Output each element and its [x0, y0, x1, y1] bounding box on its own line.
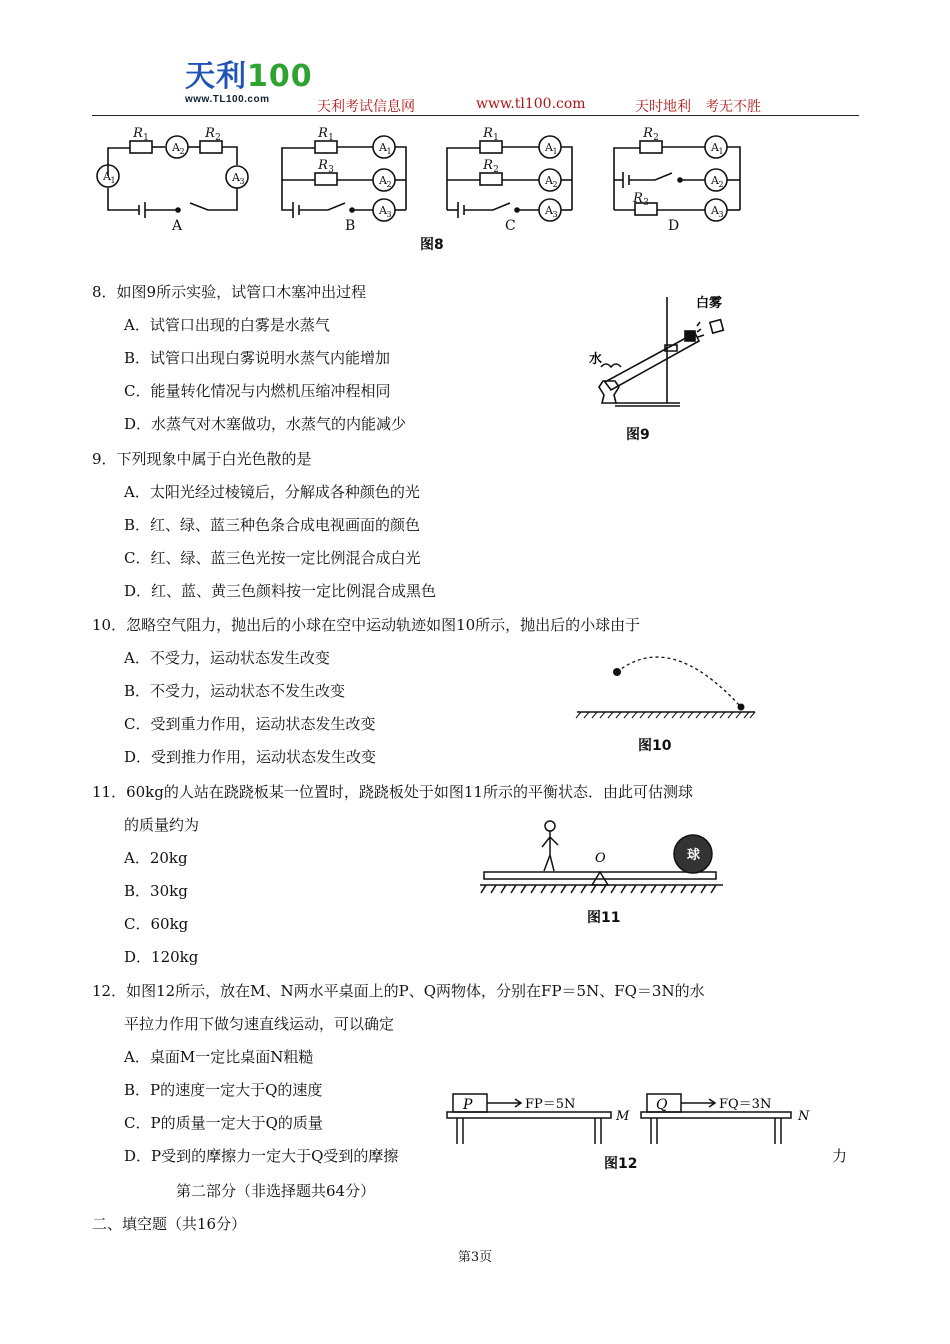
svg-text:R: R: [133, 126, 143, 141]
svg-text:3: 3: [328, 165, 334, 175]
question-12-option-b: B．P的速度一定大于Q的速度: [124, 1081, 323, 1099]
question-12-option-c: C．P的质量一定大于Q的质量: [124, 1114, 323, 1132]
figure-9-label-water: 水: [589, 352, 603, 367]
header-slogan: 天时地利 考无不胜: [635, 99, 761, 115]
question-9-stem: 9．下列现象中属于白光色散的是: [92, 450, 312, 468]
svg-text:R: R: [633, 191, 643, 206]
question-11-stem-line-1: 11．60kg的人站在跷跷板某一位置时，跷跷板处于如图11所示的平衡状态．由此可估测球: [92, 783, 693, 801]
page-number: 第3页: [457, 1250, 493, 1265]
figure-11-caption: 图11: [587, 910, 621, 926]
question-10-option-b: B．不受力，运动状态不发生改变: [124, 682, 346, 700]
figure-8-label-a: A: [172, 218, 183, 234]
svg-text:1: 1: [143, 133, 149, 143]
svg-text:R: R: [643, 126, 653, 141]
question-12-option-d: D．P受到的摩擦力一定大于Q受到的摩擦: [124, 1147, 399, 1165]
svg-text:A: A: [711, 174, 719, 187]
figure-11-label-ball: 球: [687, 848, 701, 863]
section-fill-in-title: 二、填空题（共16分）: [92, 1215, 247, 1233]
svg-text:A: A: [545, 174, 553, 187]
svg-text:A: A: [232, 171, 240, 184]
figure-12-caption: 图12: [604, 1156, 638, 1172]
figure-8-label-b: B: [345, 218, 356, 234]
question-8-option-d: D．水蒸气对木塞做功，水蒸气的内能减少: [124, 415, 407, 433]
svg-text:A: A: [545, 141, 553, 154]
figure-11-label-pivot: O: [595, 851, 606, 866]
svg-text:3: 3: [643, 198, 649, 208]
question-10-stem: 10．忽略空气阻力，抛出后的小球在空中运动轨迹如图10所示，抛出后的小球由于: [92, 616, 641, 634]
svg-text:2: 2: [179, 147, 185, 156]
question-12-stem-line-2: 平拉力作用下做匀速直线运动，可以确定: [124, 1015, 395, 1033]
figure-8-label-d: D: [668, 218, 680, 234]
svg-text:2: 2: [653, 133, 659, 143]
figure-10-caption: 图10: [638, 738, 672, 754]
figure-8-label-c: C: [505, 218, 516, 234]
svg-text:A: A: [172, 141, 180, 154]
figure-9-label-fog: 白雾: [696, 296, 723, 311]
part-2-title: 第二部分（非选择题共64分）: [176, 1182, 376, 1200]
svg-text:R: R: [318, 126, 328, 141]
svg-text:1: 1: [328, 133, 334, 143]
question-11-option-a: A．20kg: [124, 849, 188, 867]
svg-text:1: 1: [493, 133, 499, 143]
svg-text:3: 3: [239, 177, 245, 186]
question-8-option-a: A．试管口出现的白雾是水蒸气: [124, 316, 330, 334]
svg-text:A: A: [379, 204, 387, 217]
question-9-option-b: B．红、绿、蓝三种色条合成电视画面的颜色: [124, 516, 421, 534]
svg-text:2: 2: [718, 180, 724, 189]
figure-12-tables: [445, 1088, 820, 1150]
figure-12-label-q: Q: [656, 1097, 668, 1113]
svg-text:3: 3: [386, 210, 392, 219]
question-10-option-c: C．受到重力作用，运动状态发生改变: [124, 715, 376, 733]
svg-text:A: A: [711, 141, 719, 154]
svg-text:3: 3: [552, 210, 558, 219]
figure-9-caption: 图9: [626, 427, 650, 443]
figure-12-label-fq: FQ＝3N: [719, 1097, 772, 1112]
svg-text:1: 1: [718, 147, 724, 156]
svg-text:2: 2: [215, 133, 221, 143]
question-10-option-a: A．不受力，运动状态发生改变: [124, 649, 330, 667]
logo-url: www.TL100.com: [185, 94, 270, 105]
question-12-stem-line-1: 12．如图12所示，放在M、N两水平桌面上的P、Q两物体，分别在FP＝5N、FQ＝3N的水: [92, 982, 705, 1000]
question-8-stem: 8．如图9所示实验，试管口木塞冲出过程: [92, 283, 367, 301]
header-site-name: 天利考试信息网: [317, 99, 415, 115]
question-11-option-b: B．30kg: [124, 882, 188, 900]
svg-text:A: A: [711, 204, 719, 217]
figure-12-label-p: P: [463, 1097, 473, 1113]
question-10-option-d: D．受到推力作用，运动状态发生改变: [124, 748, 377, 766]
figure-12-label-fp: FP＝5N: [525, 1097, 576, 1112]
figure-12-label-n: N: [798, 1109, 810, 1124]
svg-text:R: R: [318, 158, 328, 173]
svg-text:2: 2: [493, 165, 499, 175]
svg-text:A: A: [379, 174, 387, 187]
question-9-option-c: C．红、绿、蓝三色光按一定比例混合成白光: [124, 549, 421, 567]
svg-text:A: A: [379, 141, 387, 154]
svg-text:3: 3: [718, 210, 724, 219]
question-12-option-a: A．桌面M一定比桌面N粗糙: [124, 1048, 314, 1066]
svg-text:R: R: [483, 158, 493, 173]
svg-text:R: R: [483, 126, 493, 141]
question-9-option-a: A．太阳光经过棱镜后，分解成各种颜色的光: [124, 483, 420, 501]
figure-12-label-m: M: [616, 1109, 630, 1124]
svg-text:1: 1: [552, 147, 558, 156]
question-11-option-d: D．120kg: [124, 948, 199, 966]
header-divider: [92, 115, 859, 116]
svg-text:1: 1: [110, 176, 116, 185]
svg-text:2: 2: [386, 180, 392, 189]
svg-text:R: R: [205, 126, 215, 141]
logo-number: 100: [247, 59, 313, 94]
header-site-url[interactable]: www.tl100.com: [476, 96, 586, 112]
logo: [185, 59, 313, 105]
svg-text:2: 2: [552, 180, 558, 189]
question-9-option-d: D．红、蓝、黄三色颜料按一定比例混合成黑色: [124, 582, 437, 600]
figure-8-caption: 图8: [420, 237, 444, 253]
figure-10-trajectory: [575, 640, 760, 725]
question-8-option-c: C．能量转化情况与内燃机压缩冲程相同: [124, 382, 391, 400]
svg-text:1: 1: [386, 147, 392, 156]
svg-text:A: A: [545, 204, 553, 217]
question-11-stem-line-2: 的质量约为: [124, 816, 200, 834]
figure-9-test-tube: [585, 285, 745, 420]
question-12-option-d-tail: 力: [832, 1147, 848, 1165]
question-11-option-c: C．60kg: [124, 915, 189, 933]
logo-text: 天利: [185, 59, 247, 94]
svg-text:A: A: [103, 170, 111, 183]
question-8-option-b: B．试管口出现白雾说明水蒸气内能增加: [124, 349, 391, 367]
figure-11-seesaw: [478, 815, 728, 907]
